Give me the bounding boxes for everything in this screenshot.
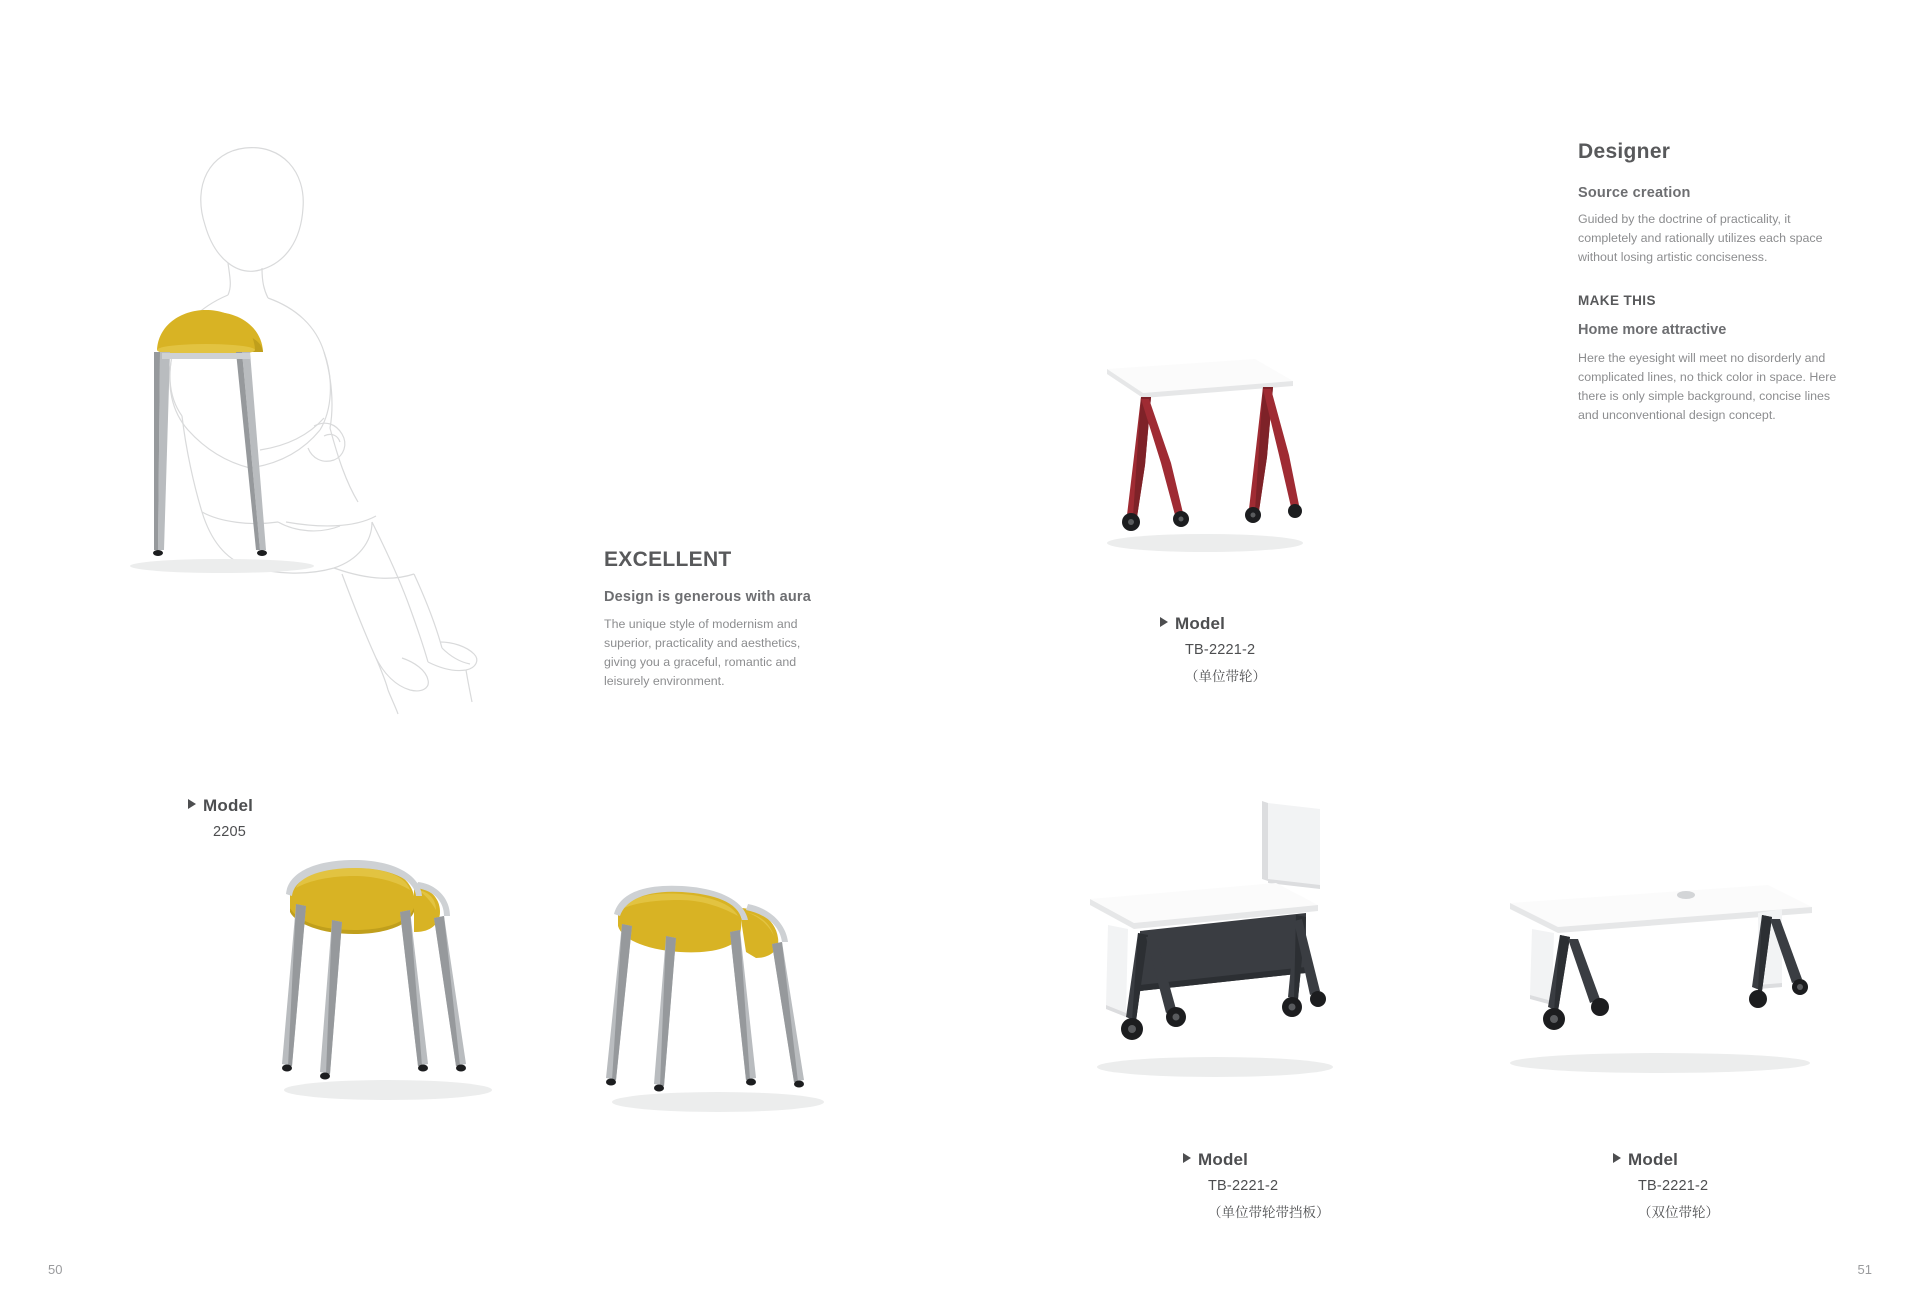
photo-stool-front — [268, 858, 498, 1118]
model-label: Model — [1183, 1150, 1248, 1169]
designer-title: Designer — [1578, 140, 1671, 163]
excellent-text-block — [604, 548, 834, 691]
caption-table-single-caster — [1160, 614, 1266, 685]
model-code: TB-2221-2 — [1638, 1178, 1709, 1194]
make-this-label: MAKE THIS — [1578, 293, 1656, 308]
model-code: TB-2221-2 — [1185, 642, 1256, 658]
designer-body-2: Here the eyesight will meet no disorderly and complicated lines, no thick color in space. Here there is only simple background, concise lines and unconventional design concept. — [1578, 351, 1837, 422]
excellent-subtitle: Design is generous with aura — [604, 589, 812, 605]
photo-table-with-panel — [1080, 795, 1340, 1095]
excellent-title: EXCELLENT — [604, 548, 732, 571]
play-triangle-icon — [188, 799, 196, 809]
model-sub: （单位带轮） — [1185, 669, 1266, 684]
photo-table-double — [1500, 855, 1820, 1095]
play-triangle-icon — [1183, 1153, 1191, 1163]
caption-table-double-caster — [1613, 1150, 1719, 1221]
model-code: 2205 — [213, 824, 247, 840]
model-label: Model — [1160, 614, 1225, 633]
designer-text-block — [1578, 140, 1838, 451]
home-more-attractive-label: Home more attractive — [1578, 322, 1727, 338]
caption-table-single-caster-panel — [1183, 1150, 1330, 1221]
photo-table-red-legs — [1085, 345, 1315, 565]
model-sub: （双位带轮） — [1638, 1205, 1719, 1220]
illustration-woman-on-stool — [110, 130, 530, 710]
designer-body: Guided by the doctrine of practicality, it completely and rationally utilizes each space without losing artistic conciseness. — [1578, 212, 1823, 264]
caption-stool-2205 — [188, 796, 253, 840]
model-label: Model — [1613, 1150, 1678, 1169]
play-triangle-icon — [1160, 617, 1168, 627]
page-number-right: 51 — [1857, 1262, 1872, 1277]
model-sub: （单位带轮带挡板） — [1208, 1205, 1330, 1220]
play-triangle-icon — [1613, 1153, 1621, 1163]
page-number-left: 50 — [48, 1262, 63, 1277]
photo-stool-angled — [598, 880, 838, 1130]
excellent-body: The unique style of modernism and superior, practicality and aesthetics, giving you a graceful, romantic and leisurely environment. — [604, 617, 801, 688]
designer-subtitle: Source creation — [1578, 185, 1691, 201]
model-code: TB-2221-2 — [1208, 1178, 1279, 1194]
model-label: Model — [188, 796, 253, 815]
